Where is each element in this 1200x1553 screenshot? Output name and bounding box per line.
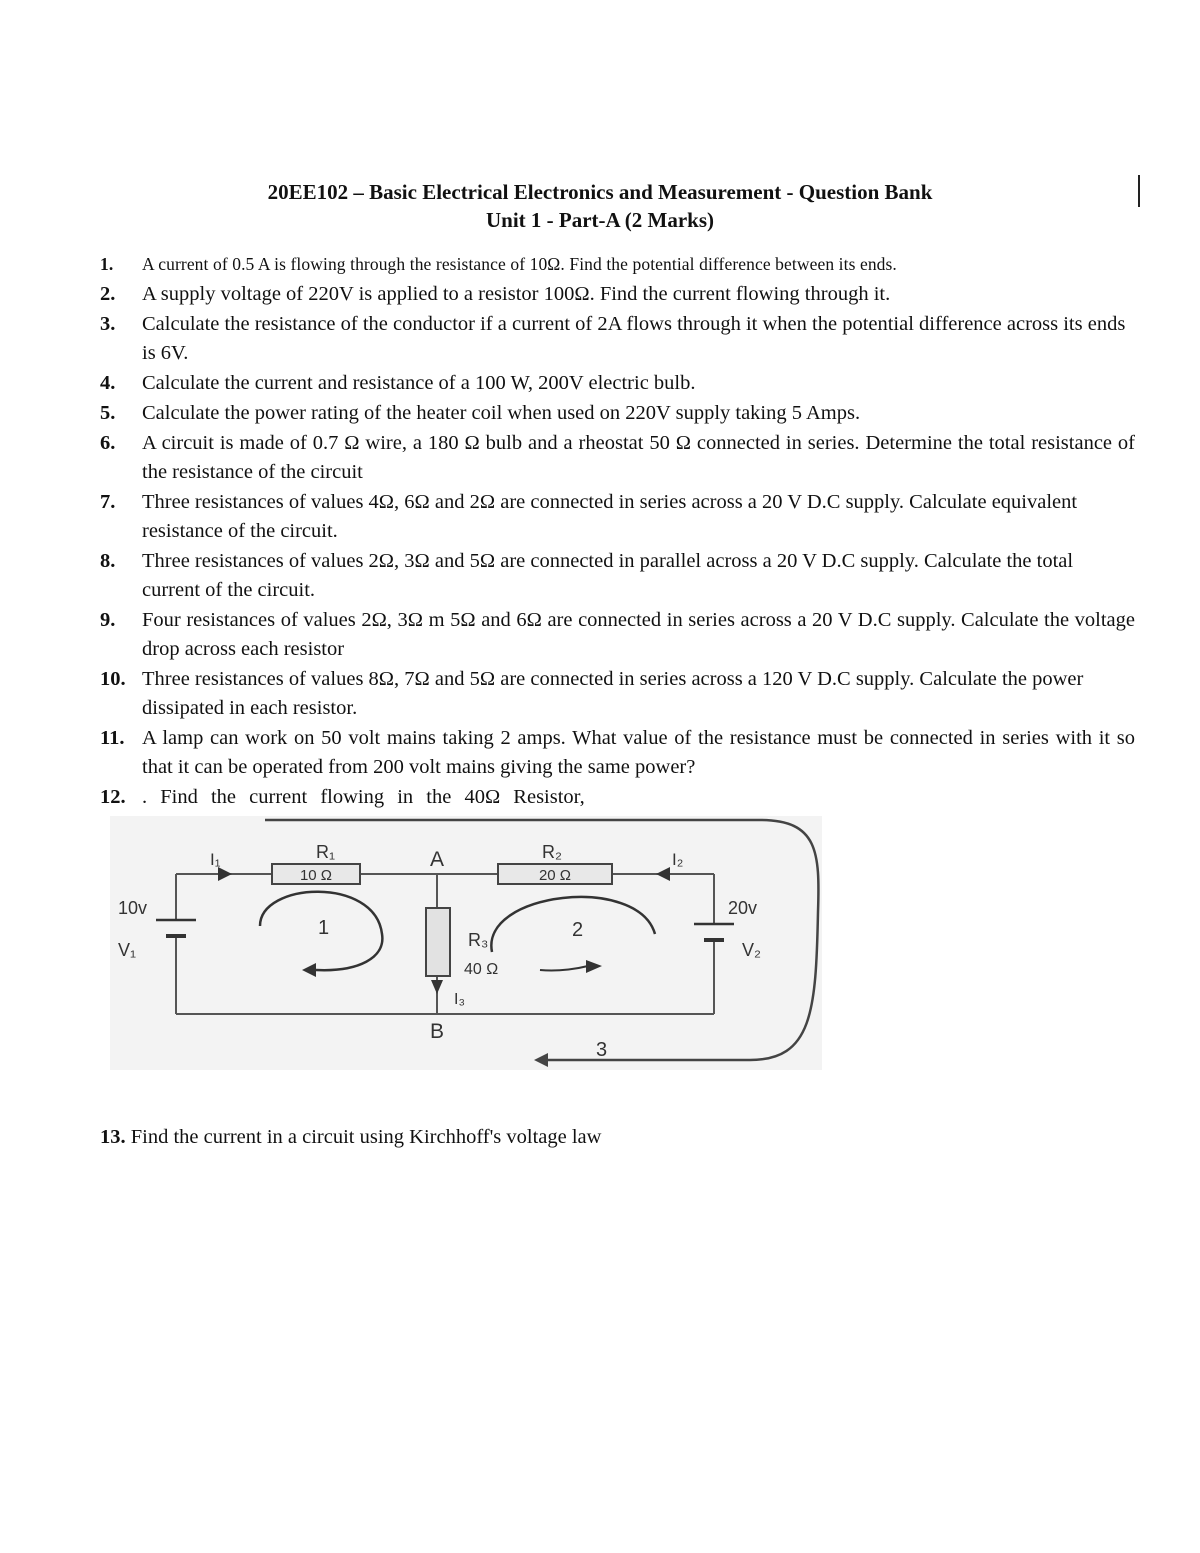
label-r2-value: 20 Ω [538, 867, 572, 884]
question-number: 12. [100, 786, 126, 808]
question-number: 11. [100, 727, 125, 749]
label-v1-value: 10v [118, 898, 148, 918]
label-loop-1: 1 [318, 917, 330, 939]
label-loop-2: 2 [572, 919, 584, 941]
page-subtitle: Unit 1 - Part-A (2 Marks) [485, 208, 715, 232]
question-text: Calculate the current and resistance of a 100 W, 200V electric bulb. [142, 372, 696, 394]
question-item [100, 310, 1135, 368]
question-item-13 [100, 1123, 601, 1152]
label-node-b: B [430, 1020, 445, 1043]
question-number: 3. [100, 313, 116, 335]
margin-marker [1138, 175, 1140, 207]
question-text: Find the current in a circuit using Kirchhoff's voltage law [130, 1126, 602, 1148]
label-r1-value: 10 Ω [299, 867, 333, 884]
question-item [100, 783, 1135, 812]
label-r1-name: R₁ [316, 842, 336, 862]
label-r3-name: R₃ [468, 930, 489, 950]
question-number: 13. [100, 1126, 126, 1148]
question-number: 8. [100, 550, 116, 572]
question-item [100, 547, 1135, 605]
label-v2-name: V₂ [742, 940, 761, 960]
question-item [100, 369, 1135, 398]
circuit-diagram [110, 812, 822, 1070]
question-item [100, 665, 1135, 723]
question-list [100, 250, 1135, 813]
question-number: 9. [100, 609, 116, 631]
question-item [100, 280, 1135, 309]
question-text: . Find the current flowing in the 40Ω Resistor, [142, 786, 585, 808]
question-text: Three resistances of values 4Ω, 6Ω and 2Ω are connected in series across a 20 V D.C supply. Calculate equivalent resistance of the circuit. [142, 491, 1078, 542]
header [0, 178, 1200, 234]
question-item [100, 250, 1135, 279]
question-number: 1. [100, 254, 114, 274]
question-item [100, 488, 1135, 546]
label-r3-value: 40 Ω [464, 961, 499, 978]
label-i3: I₃ [454, 991, 465, 1008]
label-node-a: A [430, 848, 445, 871]
question-item [100, 429, 1135, 487]
question-number: 10. [100, 668, 126, 690]
question-number: 5. [100, 402, 116, 424]
question-text: Three resistances of values 2Ω, 3Ω and 5Ω are connected in parallel across a 20 V D.C supply. Calculate the total current of the circuit. [142, 550, 1074, 601]
question-number: 7. [100, 491, 116, 513]
question-number: 6. [100, 432, 116, 454]
question-item [100, 606, 1135, 664]
resistor-r3 [426, 908, 450, 976]
label-loop-3: 3 [596, 1039, 608, 1061]
label-v2-value: 20v [728, 898, 758, 918]
question-item [100, 724, 1135, 782]
question-number: 2. [100, 283, 116, 305]
page-title: 20EE102 – Basic Electrical Electronics and Measurement - Question Bank [267, 180, 933, 204]
question-text: Calculate the power rating of the heater coil when used on 220V supply taking 5 Amps. [142, 402, 861, 424]
label-v1-name: V₁ [118, 940, 137, 960]
question-text: A current of 0.5 A is flowing through the resistance of 10Ω. Find the potential difference between its ends. [142, 254, 897, 274]
question-item [100, 399, 1135, 428]
question-text: Four resistances of values 2Ω, 3Ω m 5Ω and 6Ω are connected in series across a 20 V D.C supply. Calculate the voltage drop across each resistor [142, 609, 1135, 660]
question-text: A circuit is made of 0.7 Ω wire, a 180 Ω bulb and a rheostat 50 Ω connected in series. Determine the total resistance of the resistance of the circuit [142, 432, 1135, 483]
question-text: A lamp can work on 50 volt mains taking 2 amps. What value of the resistance must be connected in series with it so that it can be operated from 200 volt mains giving the same power? [142, 727, 1135, 778]
question-text: Three resistances of values 8Ω, 7Ω and 5Ω are connected in series across a 120 V D.C supply. Calculate the power dissipated in each resistor. [142, 668, 1084, 719]
label-i1: I₁ [210, 850, 221, 869]
label-r2-name: R₂ [542, 842, 562, 862]
label-i2: I₂ [672, 850, 684, 869]
question-text: Calculate the resistance of the conductor if a current of 2A flows through it when the potential difference across its ends is 6V. [142, 313, 1126, 364]
question-number: 4. [100, 372, 116, 394]
question-text: A supply voltage of 220V is applied to a resistor 100Ω. Find the current flowing through it. [142, 283, 891, 305]
